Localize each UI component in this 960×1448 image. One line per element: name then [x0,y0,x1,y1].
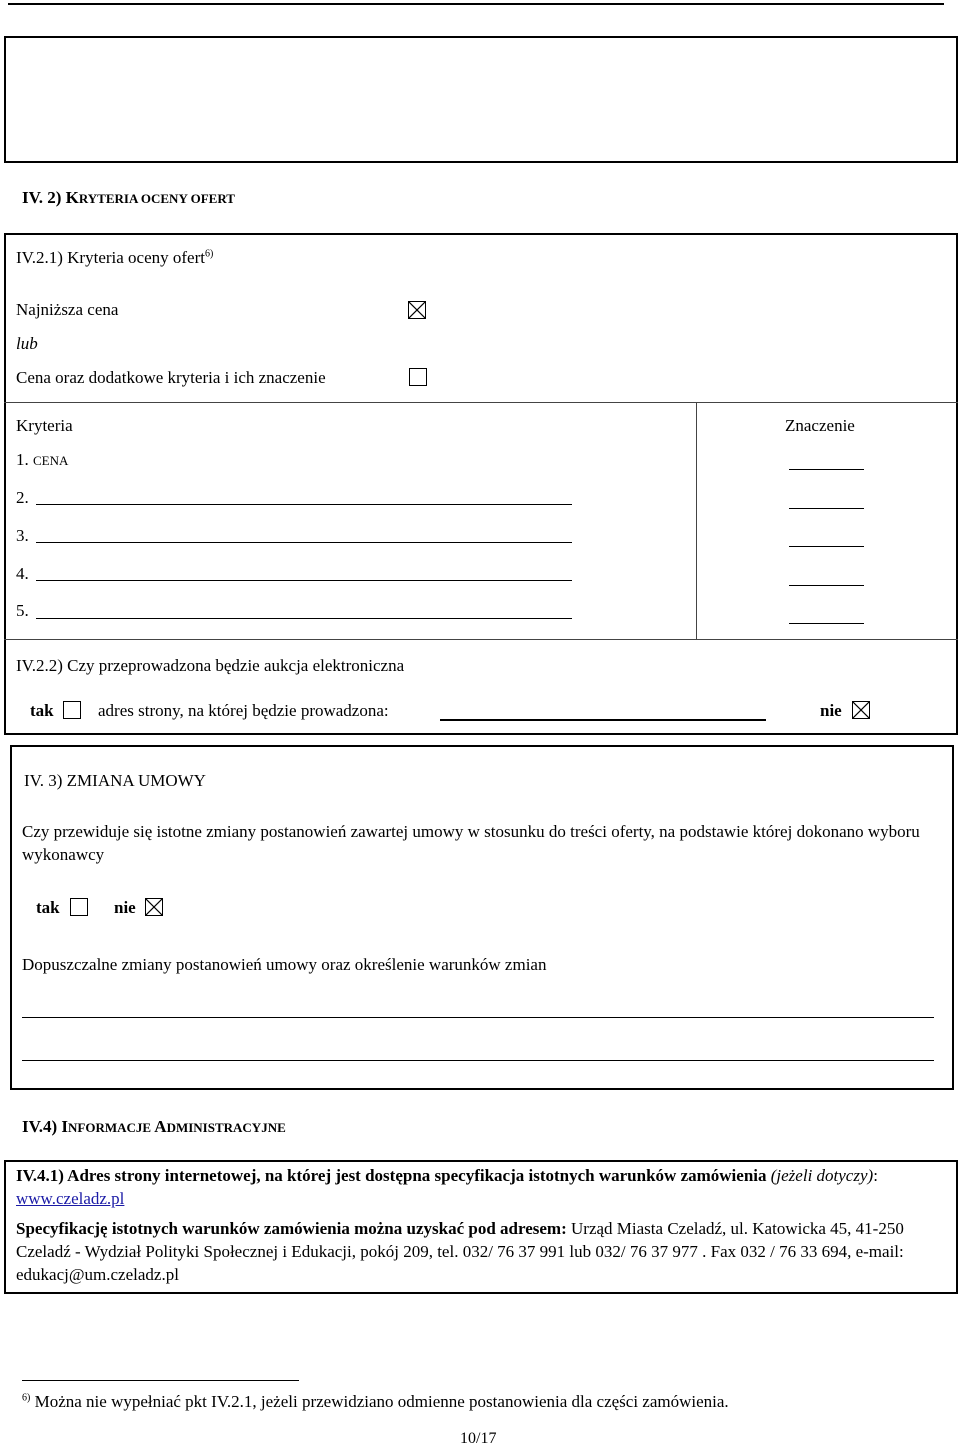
cross-mark-icon [853,702,869,718]
criteria-line-3[interactable] [36,542,572,543]
criteria-row-3: 3. [16,526,29,545]
footnote: $^{6)}$ Można nie wypełniać pkt IV.2.1, jeżeli przewidziano odmienne postanowienia dla części zamówienia. [22,1392,729,1411]
cross-mark-icon [146,899,162,915]
contract-change-question: Czy przewiduje się istotne zmiany postanowień zawartej umowy w stosunku do treści oferty, na podstawie której dokonano wyboru wykonawcy [22,822,920,864]
change-yes-label: tak [36,898,60,917]
auction-address-label: adres strony, na której będzie prowadzona: [98,701,389,720]
empty-box [4,36,958,163]
spec-url-question: IV.4.1) Adres strony internetowej, na której jest dostępna specyfikacja istotnych warunków zamówienia (jeżeli dotyczy): www.czeladz.pl [16,1166,878,1208]
weight-header: Znaczenie [785,416,855,435]
allowed-changes-label: Dopuszczalne zmiany postanowień umowy oraz określenie warunków zmian [22,955,547,974]
spec-url-link[interactable]: www.czeladz.pl [16,1189,125,1208]
criteria-line-4[interactable] [36,580,572,581]
weight-line-4[interactable] [789,585,864,586]
auction-yes-label: tak [30,701,54,720]
top-rule [8,3,944,5]
or-label: lub [16,334,38,353]
auction-address-line[interactable] [440,719,766,721]
spec-address: Specyfikację istotnych warunków zamówienia można uzyskać pod adresem: Urząd Miasta Czeladź, ul. Katowicka 45, 41-250 Czeladź - Wydział Polityki Społecznej i Edukacji, pokój 209, tel. 032/ 76 37 991 lub 032/ 76 37 977 . Fax 032 / 76 33 694, e-mail: edukacj@um.czeladz.pl [16,1219,904,1284]
change-yes-checkbox[interactable] [70,898,88,916]
change-no-label: nie [114,898,136,917]
table-divider [696,402,697,640]
price-plus-checkbox[interactable] [409,368,427,386]
weight-line-3[interactable] [789,546,864,547]
table-top-line [4,402,958,403]
change-no-checkbox[interactable] [145,898,163,916]
auction-no-label: nie [820,701,842,720]
section-iv4-title: IV.4) INFORMACJE ADMINISTRACYJNE [22,1117,286,1136]
auction-no-checkbox[interactable] [852,701,870,719]
criteria-line-2[interactable] [36,504,572,505]
table-bottom-line [4,639,958,640]
criteria-row-5: 5. [16,601,29,620]
page-number: 10/17 [460,1430,497,1447]
lowest-price-checkbox[interactable] [408,301,426,319]
changes-line-1[interactable] [22,1017,934,1018]
section-iv3-title: IV. 3) ZMIANA UMOWY [24,771,206,790]
auction-title: IV.2.2) Czy przeprowadzona będzie aukcja elektroniczna [16,656,405,675]
weight-line-1[interactable] [789,469,864,470]
criteria-subtitle: IV.2.1) Kryteria oceny ofert$^{6)}$ [16,248,214,267]
auction-yes-checkbox[interactable] [63,701,81,719]
price-plus-label: Cena oraz dodatkowe kryteria i ich znaczenie [16,368,326,387]
cross-mark-icon [409,302,425,318]
contract-change-box [10,745,954,1090]
criteria-header: Kryteria [16,416,73,435]
footnote-rule [22,1380,299,1381]
criteria-row-4: 4. [16,564,29,583]
criteria-row-2: 2. [16,488,29,507]
criteria-line-5[interactable] [36,618,572,619]
section-iv2-title: IV. 2) KRYTERIA OCENY OFERT [22,188,235,207]
changes-line-2[interactable] [22,1060,934,1061]
weight-line-2[interactable] [789,508,864,509]
criteria-row-1: 1. CENA [16,450,69,469]
weight-line-5[interactable] [789,623,864,624]
lowest-price-label: Najniższa cena [16,300,119,319]
